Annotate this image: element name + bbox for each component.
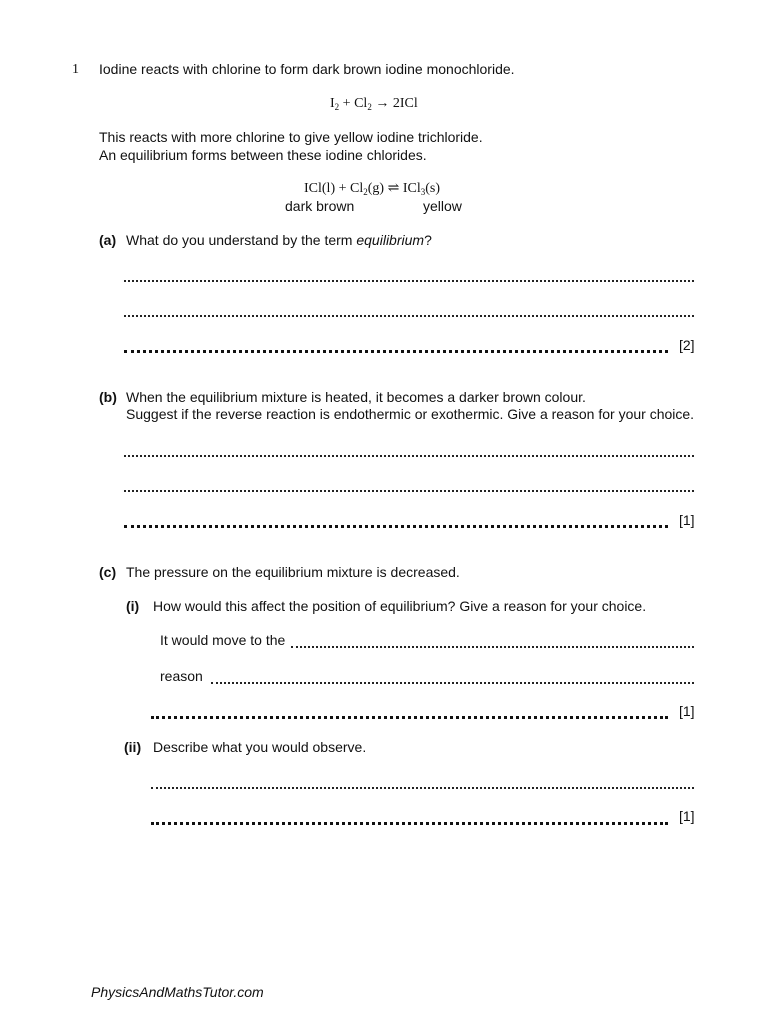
equilibrium-arrow-icon: ⇌ <box>384 181 403 196</box>
reactant-chlorine: Cl <box>354 96 368 111</box>
reactant-icl: ICl(l) <box>304 181 336 196</box>
part-c-text: The pressure on the equilibrium mixture is decreased. <box>126 564 460 580</box>
context-line-2: An equilibrium forms between these iodine chlorides. <box>99 147 427 163</box>
part-c-label: (c) <box>99 564 117 580</box>
footer-site: PhysicsAndMathsTutor.com <box>91 984 264 1000</box>
reaction-arrow-icon: → <box>371 96 393 111</box>
answer-line-c-i-extra[interactable] <box>151 716 668 719</box>
part-c-ii-text: Describe what you would observe. <box>153 739 367 755</box>
answer-line-b1[interactable] <box>124 455 694 457</box>
part-c-ii-label: (ii) <box>124 739 142 755</box>
answer-line-b2[interactable] <box>124 490 694 492</box>
product-icl3: ICl <box>402 181 421 196</box>
question-number: 1 <box>72 62 79 77</box>
context-line-1: This reacts with more chlorine to give yellow iodine trichloride. <box>99 129 483 145</box>
answer-line-direction[interactable] <box>291 646 694 648</box>
label-dark-brown: dark brown <box>285 198 355 214</box>
label-yellow: yellow <box>423 198 462 214</box>
reactant-chlorine-gas: Cl <box>350 181 364 196</box>
term-equilibrium: equilibrium <box>356 232 425 248</box>
answer-line-a3[interactable] <box>124 350 668 353</box>
answer-line-b3[interactable] <box>124 525 668 528</box>
answer-line-a1[interactable] <box>124 280 694 282</box>
answer-line-c-ii-2[interactable] <box>151 822 668 825</box>
marks-b: [1] <box>679 512 695 528</box>
part-b-line-2: Suggest if the reverse reaction is endothermic or exothermic. Give a reason for your choice. <box>126 406 695 422</box>
answer-line-c-ii-1[interactable] <box>151 787 694 789</box>
prompt-reason: reason <box>160 668 203 684</box>
marks-c-i: [1] <box>679 703 695 719</box>
marks-c-ii: [1] <box>679 808 695 824</box>
marks-a: [2] <box>679 337 695 353</box>
part-c-i-label: (i) <box>126 598 140 614</box>
part-a-label: (a) <box>99 232 117 248</box>
intro-text: Iodine reacts with chlorine to form dark brown iodine monochloride. <box>99 61 515 77</box>
reactant-iodine: I <box>330 96 335 111</box>
answer-line-a2[interactable] <box>124 315 694 317</box>
prompt-move-direction: It would move to the <box>160 632 286 648</box>
part-c-i-text: How would this affect the position of equilibrium? Give a reason for your choice. <box>153 598 647 614</box>
part-a-question: What do you understand by the term equilibrium? <box>126 232 432 248</box>
equation-formation: $I_2 + Cl_2 \to 2ICl$ <box>330 96 418 112</box>
equation-equilibrium: $ICl(l) + Cl_2(g)$ ⇌ ICl$_3$(s) <box>304 181 440 197</box>
answer-line-reason[interactable] <box>211 682 694 684</box>
product-icl: 2ICl <box>392 96 418 111</box>
part-b-line-1: When the equilibrium mixture is heated, it becomes a darker brown colour. <box>126 389 586 405</box>
part-b-label: (b) <box>99 389 117 405</box>
